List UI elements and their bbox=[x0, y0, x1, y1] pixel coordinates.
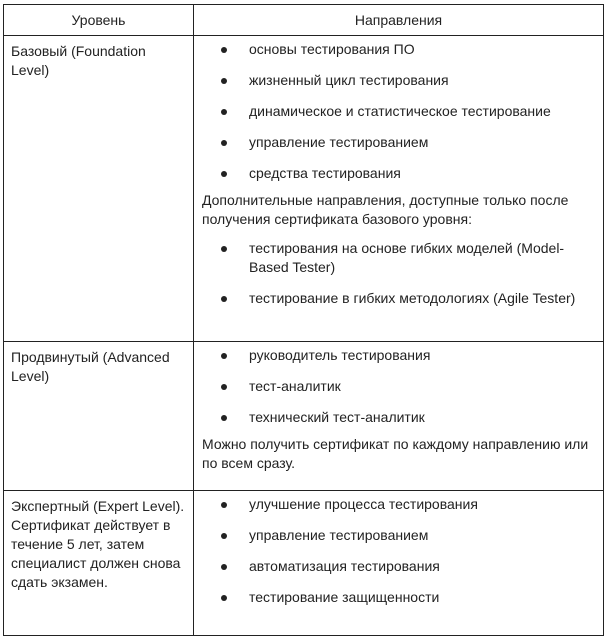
bullet-icon bbox=[221, 78, 227, 84]
table-row-expert bbox=[4, 491, 604, 636]
directions-cell-expert bbox=[194, 491, 604, 636]
bullet-icon bbox=[221, 595, 227, 601]
level-name-advanced: Продвинутый (Advanced Level) bbox=[4, 342, 194, 491]
foundation-note: Дополнительные направления, доступные только после получения сертификата базового уровня: bbox=[202, 192, 569, 227]
list-item: жизненный цикл тестирования bbox=[202, 71, 597, 90]
bullet-icon bbox=[221, 140, 227, 146]
list-item: основы тестирования ПО bbox=[202, 40, 597, 59]
list-item: средства тестирования bbox=[202, 164, 597, 183]
bullet-icon bbox=[221, 533, 227, 539]
directions-cell-advanced bbox=[194, 342, 604, 491]
directions-cell-foundation bbox=[194, 36, 604, 342]
table-header-row bbox=[4, 5, 604, 36]
directions-list-advanced bbox=[202, 346, 597, 427]
bullet-icon bbox=[221, 246, 227, 252]
table-row-advanced bbox=[4, 342, 604, 491]
list-item: тест-аналитик bbox=[202, 377, 597, 396]
column-header-level: Уровень bbox=[4, 5, 194, 36]
bullet-icon bbox=[221, 296, 227, 302]
list-item: руководитель тестирования bbox=[202, 346, 597, 365]
bullet-icon bbox=[221, 564, 227, 570]
list-item: управление тестированием bbox=[202, 133, 597, 152]
list-item: улучшение процесса тестирования bbox=[202, 495, 597, 514]
level-name-expert: Экспертный (Expert Level). Сертификат действует в течение 5 лет, затем специалист должен снова сдать экзамен. bbox=[4, 491, 194, 636]
bullet-icon bbox=[221, 171, 227, 177]
bullet-icon bbox=[221, 415, 227, 421]
column-header-directions: Направления bbox=[194, 5, 604, 36]
list-item: управление тестированием bbox=[202, 526, 597, 545]
list-item: тестирование в гибких методологиях (Agile Tester) bbox=[202, 289, 597, 308]
directions-list-expert bbox=[202, 495, 597, 607]
certification-levels-table bbox=[3, 4, 604, 636]
bullet-icon bbox=[221, 502, 227, 508]
directions-list-foundation bbox=[202, 40, 597, 183]
list-item: динамическое и статистическое тестирование bbox=[202, 102, 597, 121]
extra-directions-list bbox=[202, 239, 597, 308]
list-item: тестирования на основе гибких моделей (Model-Based Tester) bbox=[202, 239, 597, 277]
bullet-icon bbox=[221, 353, 227, 359]
bullet-icon bbox=[221, 384, 227, 390]
list-item: технический тест-аналитик bbox=[202, 408, 597, 427]
table-row-foundation bbox=[4, 36, 604, 342]
bullet-icon bbox=[221, 47, 227, 53]
list-item: тестирование защищенности bbox=[202, 588, 597, 607]
level-name-foundation: Базовый (Foundation Level) bbox=[4, 36, 194, 342]
advanced-note: Можно получить сертификат по каждому направлению или по всем сразу. bbox=[202, 436, 589, 471]
bullet-icon bbox=[221, 109, 227, 115]
list-item: автоматизация тестирования bbox=[202, 557, 597, 576]
